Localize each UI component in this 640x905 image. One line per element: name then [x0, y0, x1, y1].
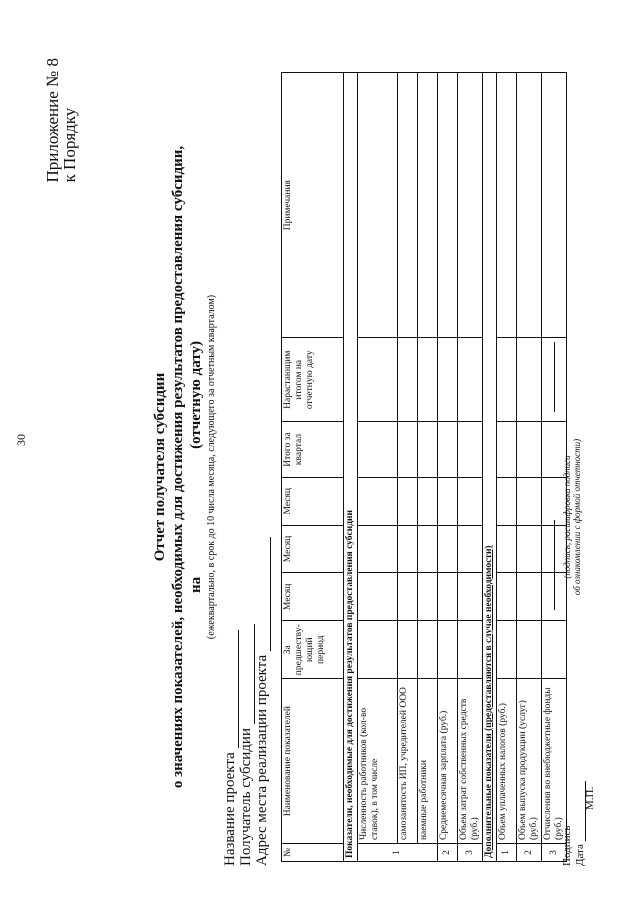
col-quarter: Итого за квартал — [282, 422, 344, 478]
row-name: самозанятость ИП, учредителей ООО — [398, 679, 418, 844]
section2-title: Дополнительные показатели (предоставляются в случае необходимости) — [483, 73, 497, 862]
report-subtitle: о значениях показателей, необходимых для достижения результатов предоставления субсидии, — [170, 145, 186, 789]
row-name: Объем затрат собственных средств (руб.) — [458, 679, 483, 844]
table-row — [458, 73, 483, 862]
row-num: 2 — [438, 844, 458, 862]
col-name: Наименование показателей — [282, 679, 344, 844]
row-num: 1 — [497, 844, 517, 862]
address-line — [256, 537, 271, 651]
caption-line2: об ознакомлении с формой отчетности) — [572, 438, 582, 596]
caption-line — [554, 520, 555, 610]
row-num: 3 — [542, 844, 567, 862]
project-name-field — [222, 630, 239, 866]
section-row — [483, 73, 497, 862]
row-name: Численность работников (кол-во ставок), в том числе — [358, 679, 398, 844]
table-row — [398, 73, 418, 862]
report-date-line — [188, 72, 205, 862]
address-label: Адрес места реализации проекта — [254, 654, 270, 866]
row-name: наемные работники — [418, 679, 438, 844]
row-num: 2 — [517, 844, 542, 862]
signature-label: Подпись — [561, 825, 573, 866]
row-name: Объем выпуска продукции (услуг) (руб.) — [517, 679, 542, 844]
recipient-line — [240, 624, 255, 724]
appendix-line2: к Порядку — [60, 107, 79, 183]
table-row — [418, 73, 438, 862]
signature-caption — [562, 402, 582, 632]
project-name-label: Название проекта — [222, 752, 238, 866]
row-name: Отчисления во внебюджетные фонды (руб.) — [542, 679, 567, 844]
rotated-document — [43, 58, 596, 866]
col-cumulative: Нарастающим итогом на отчетную дату — [282, 338, 344, 422]
col-month1: Месяц — [282, 573, 344, 621]
col-month3: Месяц — [282, 477, 344, 525]
address-field — [254, 537, 271, 866]
indicators-table — [281, 72, 567, 862]
col-num: № — [282, 844, 344, 862]
row-num: 3 — [458, 844, 483, 862]
date-prefix: на — [188, 576, 204, 594]
table-row — [438, 73, 458, 862]
signature-field — [561, 826, 573, 866]
table-row — [358, 73, 398, 862]
report-note: (ежеквартально, в срок до 10 числа месяца, следующего за отчетным кварталом) — [206, 294, 217, 640]
table-row — [517, 73, 542, 862]
page-number: 30 — [14, 434, 28, 446]
col-notes: Примечания — [282, 73, 344, 338]
appendix-line1: Приложение № 8 — [43, 58, 62, 183]
row-name: Объем уплаченных налогов (руб.) — [497, 679, 517, 844]
col-month2: Месяц — [282, 525, 344, 573]
table-row — [497, 73, 517, 862]
appendix-label — [44, 58, 78, 182]
section-row — [344, 73, 358, 862]
date-label: Дата — [574, 844, 586, 866]
project-name-line — [224, 630, 239, 748]
col-prev: За предшеству-ющий период — [282, 621, 344, 679]
report-title: Отчет получателя субсидии — [152, 372, 168, 562]
caption-line1: (подпись, расшифровка подписи — [562, 455, 572, 579]
row-num: 1 — [358, 844, 438, 862]
table-header-row — [282, 73, 344, 862]
stamp-label: М.П. — [584, 786, 596, 810]
date-suffix: (отчетную дату) — [188, 340, 204, 449]
recipient-field — [238, 624, 255, 866]
row-name: Среднемесячная зарплата (руб.) — [438, 679, 458, 844]
recipient-label: Получатель субсидии — [238, 728, 254, 866]
caption-line-right — [554, 342, 555, 412]
section1-title: Показатели, необходимые для достижения результатов предоставления субсидии — [344, 73, 358, 862]
